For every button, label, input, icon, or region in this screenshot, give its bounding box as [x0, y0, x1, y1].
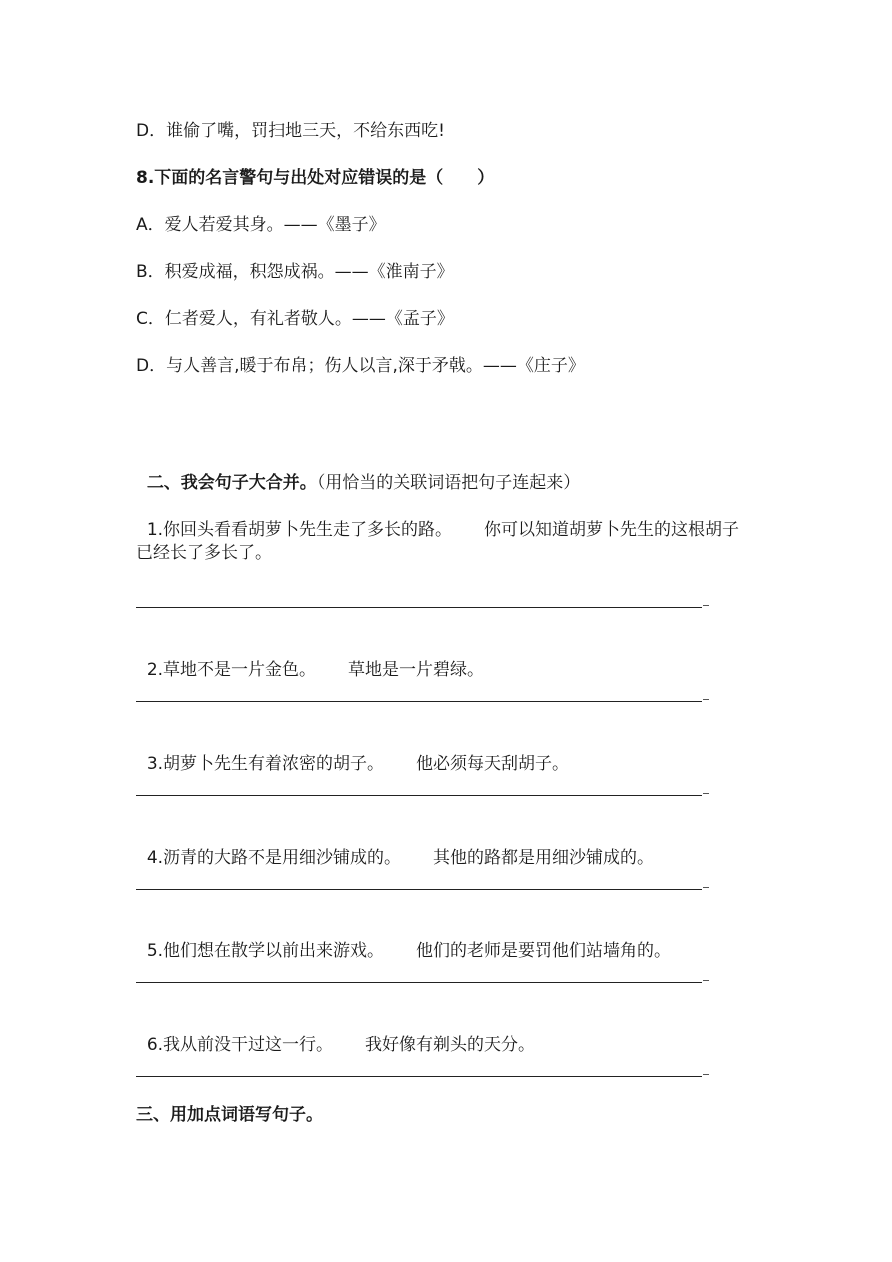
line-end-mark: [703, 980, 709, 981]
sentence-a: 3.胡萝卜先生有着浓密的胡子。: [146, 754, 385, 774]
sentence-a: 5.他们想在散学以前出来游戏。: [146, 941, 385, 961]
combine-item-2: [136, 634, 484, 682]
sentence-a: 2.草地不是一片金色。: [146, 660, 317, 680]
sentence-b: 你可以知道胡萝卜先生的这根胡子: [484, 520, 740, 540]
q8-option-d: D．与人善言,暖于布帛；伤人以言,深于矛戟。——《庄子》: [136, 356, 585, 376]
section2-heading: 二、我会句子大合并。: [146, 473, 317, 493]
sentence-a: 4.沥青的大路不是用细沙铺成的。: [146, 848, 402, 868]
section2-instruction: （用恰当的关联词语把句子连起来）: [316, 473, 581, 493]
combine-item-3: [136, 728, 569, 776]
q8-option-a: A．爱人若爱其身。——《墨子》: [136, 215, 386, 235]
q8-option-b: B．积爱成福，积怨成祸。——《淮南子》: [136, 262, 454, 282]
answer-line-5[interactable]: [136, 982, 702, 983]
answer-line-4[interactable]: [136, 889, 702, 890]
sentence-b: 他们的老师是要罚他们站墙角的。: [416, 941, 672, 961]
answer-line-2[interactable]: [136, 701, 702, 702]
answer-line-6[interactable]: [136, 1076, 702, 1077]
answer-line-3[interactable]: [136, 795, 702, 796]
sentence-b: 其他的路都是用细沙铺成的。: [433, 848, 655, 868]
combine-item-6: [136, 1009, 535, 1057]
sentence-b: 草地是一片碧绿。: [348, 660, 485, 680]
combine-item-5: [136, 915, 671, 963]
q7-option-d: D．谁偷了嘴，罚扫地三天，不给东西吃!: [136, 121, 445, 141]
line-end-mark: [703, 793, 709, 794]
sentence-b: 我好像有剃头的天分。: [365, 1035, 536, 1055]
line-end-mark: [703, 1074, 709, 1075]
line-end-mark: [703, 887, 709, 888]
q8-stem: 8.下面的名言警句与出处对应错误的是（ ）: [136, 168, 495, 188]
q8-option-c: C．仁者爱人，有礼者敬人。——《孟子》: [136, 309, 454, 329]
sentence-b: 他必须每天刮胡子。: [416, 754, 570, 774]
combine-item-1: [136, 494, 739, 542]
section3-heading: 三、用加点词语写句子。: [136, 1105, 323, 1125]
section2-heading-row: [136, 447, 580, 495]
line-end-mark: [703, 699, 709, 700]
line-end-mark: [703, 605, 709, 606]
sentence-a: 1.你回头看看胡萝卜先生走了多长的路。: [146, 520, 453, 540]
combine-item-4: [136, 822, 654, 870]
answer-line-1[interactable]: [136, 607, 702, 608]
combine-item-1-continuation: 已经长了多长了。: [136, 543, 272, 563]
sentence-a: 6.我从前没干过这一行。: [146, 1035, 334, 1055]
